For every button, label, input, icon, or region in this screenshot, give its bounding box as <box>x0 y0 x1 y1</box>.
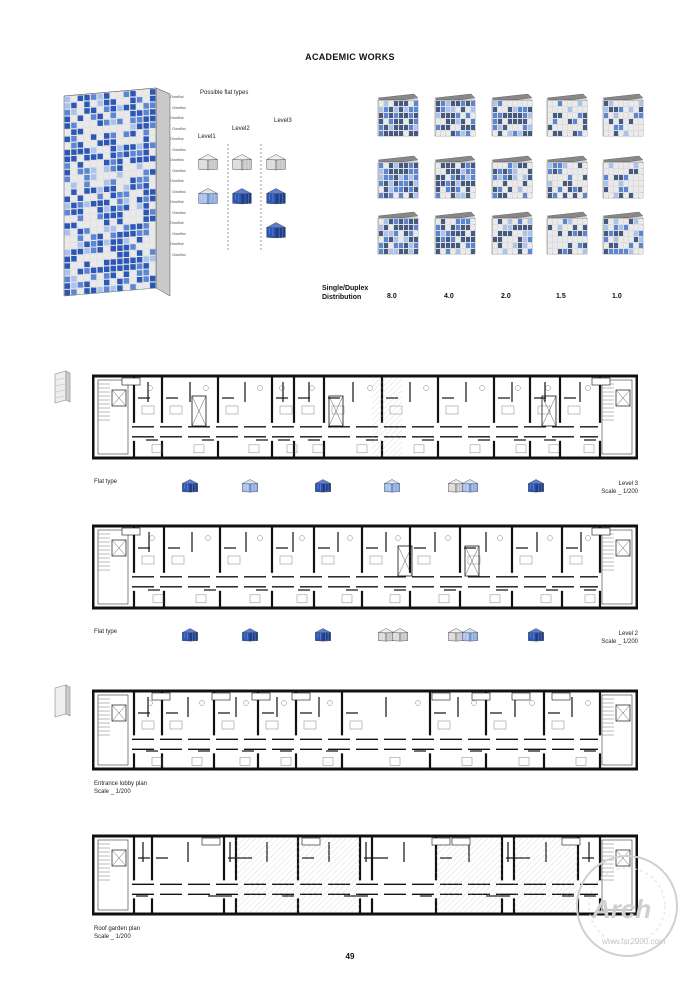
distribution-block <box>435 156 475 198</box>
flat-cube-icon <box>199 189 218 204</box>
ownflat-tag: Ownflat <box>172 209 186 215</box>
lobby-scale: Scale _ 1/200 <box>94 789 131 795</box>
flat-cube-icon <box>182 629 197 642</box>
level2-label: Level2 <box>232 126 250 132</box>
ownflat-tag: Ownflat <box>170 94 184 99</box>
flat-types-grid <box>194 142 294 252</box>
distribution-grid <box>368 86 658 264</box>
distribution-block <box>492 94 532 136</box>
level1-label: Level1 <box>198 134 216 140</box>
plan-level2 <box>92 522 638 612</box>
ratio-1-0: 1.0 <box>612 293 622 300</box>
level3-label: Level3 <box>274 118 292 124</box>
flat-cube-icon <box>199 155 218 170</box>
ownflat-tag: Ownflat <box>172 167 186 173</box>
flat-cube-icon <box>528 480 543 493</box>
ownflat-tag: Ownflat <box>172 125 186 131</box>
distribution-label-1: Single/Duplex <box>322 285 369 292</box>
distribution-block <box>378 94 418 136</box>
plan-roof-garden <box>92 832 638 918</box>
ownflat-tag: Ownflat <box>170 136 184 141</box>
ownflat-tag: Ownflat <box>172 146 186 152</box>
level3-title: Level 3 <box>618 481 638 487</box>
distribution-block <box>378 156 418 198</box>
facade-axonometric <box>60 86 180 304</box>
distribution-block <box>492 156 532 198</box>
flat-cube-icon <box>267 155 286 170</box>
level2-title: Level 2 <box>618 631 638 637</box>
ratio-4-0: 4.0 <box>444 293 454 300</box>
distribution-block <box>435 94 475 136</box>
ownflat-tag: Ownflat <box>170 220 184 225</box>
flat-type-label-l3: Flat type <box>94 479 118 485</box>
distribution-block <box>603 156 643 198</box>
ratio-1-5: 1.5 <box>556 293 566 300</box>
ownflat-tag: Ownflat <box>170 115 184 120</box>
flat-cube-icon <box>242 629 257 642</box>
flat-cube-icon <box>448 480 463 493</box>
distribution-block <box>603 212 643 254</box>
distribution-block <box>547 156 587 198</box>
flat-cube-icon <box>378 629 393 642</box>
flat-cube-icon <box>392 629 407 642</box>
page-header: ACADEMIC WORKS <box>305 52 395 62</box>
flat-cube-icon <box>462 629 477 642</box>
distribution-block <box>547 94 587 136</box>
plan-entrance-lobby <box>92 687 638 773</box>
flat-cube-icon <box>267 189 286 204</box>
level3-scale: Scale _ 1/200 <box>601 489 638 495</box>
flat-cube-icon <box>233 155 252 170</box>
ownflat-tag: Ownflat <box>170 178 184 183</box>
watermark-url: www.far2000.com <box>602 937 666 946</box>
level2-scale: Scale _ 1/200 <box>601 639 638 645</box>
page-number: 49 <box>345 952 355 961</box>
plan-level3 <box>92 372 638 462</box>
flat-cube-icon <box>448 629 463 642</box>
flat-cube-icon <box>384 480 399 493</box>
key-plan-icon-upper <box>52 370 72 404</box>
roof-scale: Scale _ 1/200 <box>94 934 131 940</box>
flat-cube-icon <box>528 629 543 642</box>
flat-cube-icon <box>267 223 286 238</box>
ownflat-tag: Ownflat <box>170 157 184 162</box>
key-plan-icon-lower <box>52 684 72 718</box>
distribution-block <box>492 212 532 254</box>
ratio-2-0: 2.0 <box>501 293 511 300</box>
ownflat-tag: Ownflat <box>172 251 186 257</box>
flat-cube-icon <box>182 480 197 493</box>
distribution-label-2: Distribution <box>322 294 362 301</box>
distribution-block <box>435 212 475 254</box>
flat-type-row-level2 <box>170 619 570 647</box>
distribution-block <box>378 212 418 254</box>
ownflat-tag: Ownflat <box>170 241 184 246</box>
distribution-block <box>603 94 643 136</box>
flat-types-label: Possible flat types <box>200 90 249 96</box>
flat-cube-icon <box>315 629 330 642</box>
distribution-block <box>547 212 587 254</box>
flat-cube-icon <box>233 189 252 204</box>
flat-cube-icon <box>462 480 477 493</box>
flat-type-row-level3 <box>170 470 570 498</box>
ownflat-tag: Ownflat <box>172 230 186 236</box>
ownflat-tag: Ownflat <box>172 104 186 110</box>
ownflat-tag: Ownflat <box>170 199 184 204</box>
ownflat-tag: Ownflat <box>172 188 186 194</box>
flat-cube-icon <box>242 480 257 493</box>
lobby-caption: Entrance lobby plan <box>94 781 148 787</box>
watermark-logo <box>572 848 682 968</box>
flat-type-label-l2: Flat type <box>94 629 118 635</box>
roof-caption: Roof garden plan <box>94 926 141 932</box>
ratio-8-0: 8.0 <box>387 293 397 300</box>
flat-cube-icon <box>315 480 330 493</box>
svg-text:Arch: Arch <box>592 894 652 924</box>
